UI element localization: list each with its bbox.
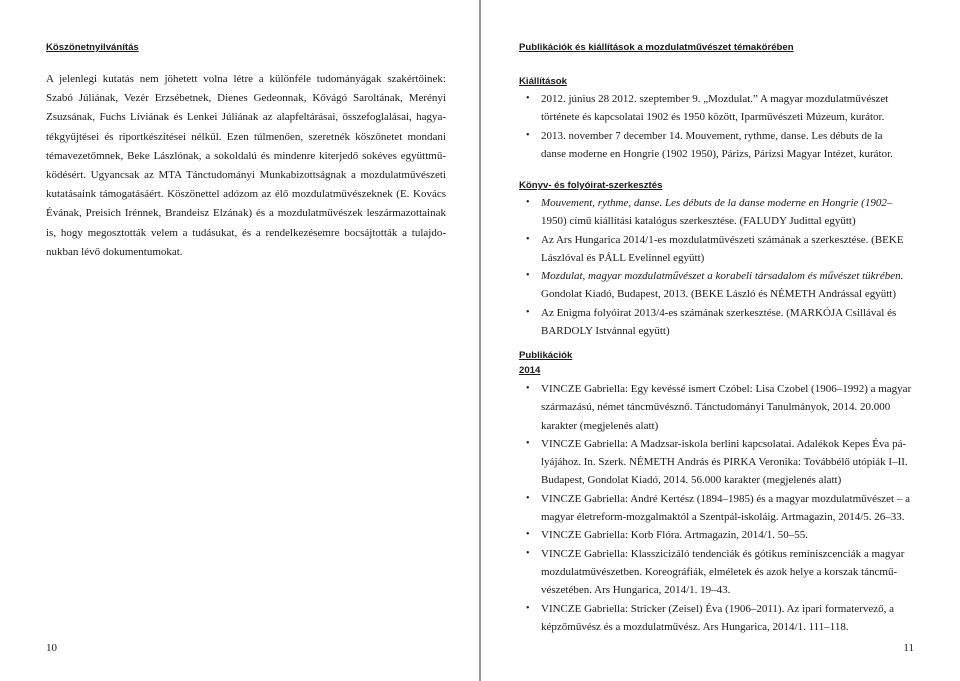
text-line: A jelenlegi kutatás nem jöhetett volna létre a különféle tudományágak szakértőinek:: [46, 73, 446, 85]
exhibitions-heading: Kiállítások: [519, 76, 567, 87]
bullet-icon: •: [526, 437, 530, 449]
text-line: Szabó Júliának, Vezér Erzsébetnek, Dienes Gedeonnak, Kővágó Saroltának, Merényi: [46, 92, 446, 105]
text-line: nukban lévő dokumentumokat.: [46, 245, 183, 258]
bullet-icon: •: [526, 383, 530, 394]
text-line: tékgyűjtései és riportkészítései nélkül. Ezen túlmenően, szeretnék köszönetet mondani: [46, 130, 446, 143]
left-page: [0, 0, 479, 681]
bullet-icon: •: [526, 270, 530, 282]
text-line: ködésért. Ugyancsak az MTA Tánctudományi Munkabizottságnak a mozdulatművészeti: [46, 169, 446, 182]
publications-section: [519, 350, 937, 636]
editing-section: [519, 180, 937, 340]
bullet-icon: •: [526, 547, 530, 559]
year-heading: 2014: [519, 365, 541, 376]
list-item: • 2013. november 7 december 14. Mouvement, rythme, danse. Les débuts de la danse moderne en Hongrie (1902 1950), Párizs, Párizsi Magyar Intézet, kurátor.: [519, 127, 937, 164]
page-number: 10: [46, 642, 57, 654]
list-item: • Az Ars Hungarica 2014/1-es mozdulatművészeti számának a szerkesztése. (BEKE Lászlóval és PÁLL Evelinnel együtt): [519, 231, 937, 268]
list-item: • Mozdulat, magyar mozdulatművészet a korabeli társadalom és művészet tükrében. Gondolat Kiadó, Budapest, 2013. (BEKE László és NÉMETH Andrással együtt): [519, 267, 937, 304]
text-line: témavezetőmnek, Beke Lászlónak, a sokoldalú és mindenre kiterjedő sokéves együttmű-: [46, 149, 446, 162]
list-item: • VINCZE Gabriella: Korb Flóra. Artmagazin, 2014/1. 50–55.: [519, 526, 937, 544]
list-item: • Mouvement, rythme, danse. Les débuts de la danse moderne en Hongrie (1902– 1950) című kiállítási katalógus szerkesztése. (FALUDY Judittal együtt): [519, 194, 937, 231]
bullet-icon: •: [526, 306, 530, 318]
publications-main-heading: Publikációk és kiállítások a mozdulatművészet témakörében: [519, 42, 794, 53]
list-item: • 2012. június 28 2012. szeptember 9. „Mozdulat.” A magyar mozdulatművészet története és kapcsolatai 1902 és 1950 között, Iparművészeti Múzeum, kurátor.: [519, 90, 937, 127]
bullet-icon: •: [526, 233, 530, 245]
page-number: 11: [903, 642, 914, 654]
editing-heading: Könyv- és folyóirat-szerkesztés: [519, 180, 663, 191]
acknowledgements-text: [46, 70, 446, 262]
bullet-icon: •: [526, 492, 530, 504]
bullet-icon: •: [526, 529, 530, 541]
list-item: • VINCZE Gabriella: A Madzsar-iskola berlini kapcsolatai. Adalékok Kepes Éva pá- lyájához. In. Szerk. NÉMETH András és PIRKA Veronika: Továbbélő utópiák I–II. Budapest, Gondolat Kiadó, 2014. 56.000 karakter (megjelenés alatt): [519, 435, 937, 490]
text-line: is, hogy megosztották velem a tudásukat, és a rendelkezésemre bocsájtották a tulajdo-: [46, 226, 446, 239]
bullet-icon: •: [526, 602, 530, 614]
list-item: • Az Enigma folyóirat 2013/4-es számának szerkesztése. (MARKÓJA Csillával és BARDOLY Istvánnal együtt): [519, 304, 937, 341]
acknowledgements-heading: Köszönetnyilvánítás: [46, 42, 139, 53]
right-page: [481, 0, 960, 681]
bullet-icon: •: [526, 129, 530, 141]
list-item: • VINCZE Gabriella: André Kertész (1894–1985) és a magyar mozdulatművészet – a magyar életreform-mozgalmaktól a Szentpál-iskoláig. Artmagazin, 2014/5. 26–33.: [519, 490, 937, 527]
exhibitions-section: [519, 76, 937, 163]
bullet-icon: •: [526, 197, 530, 208]
text-line: Zsuzsának, Fuchs Líviának és Lenkei Júliának az alapfeltárásai, összefoglalásai, hagya-: [46, 111, 446, 124]
bullet-icon: •: [526, 93, 530, 104]
text-line: Évának, Preisich Irénnek, Brandeisz Elzának) és a mozdulatművészek leszármazottainak: [46, 207, 446, 220]
list-item: • VINCZE Gabriella: Stricker (Zeisel) Éva (1906–2011). Az ipari formatervező, a képzőművész és a mozdulatművész. Ars Hungarica, 2014/1. 111–118.: [519, 600, 937, 637]
list-item: • VINCZE Gabriella: Klasszicizáló tendenciák és gótikus reminiszcenciák a magyar mozdulatművészetben. Koreográfiák, elméletek és azok helye a korszak táncmű- vészetében. Ars Hungarica, 2014/1. 19–43.: [519, 545, 937, 600]
text-line: kutatásaink támogatásáért. Köszönettel adózom az élő mozdulatművészeknek (E. Kovács: [46, 188, 446, 201]
list-item: • VINCZE Gabriella: Egy kevéssé ismert Czóbel: Lisa Czobel (1906–1992) a magyar származású, német táncművésznő. Tánctudományi Tanulmányok, 2014. 20.000 karakter (megjelenés alatt): [519, 380, 937, 435]
publications-heading: Publikációk: [519, 350, 573, 361]
